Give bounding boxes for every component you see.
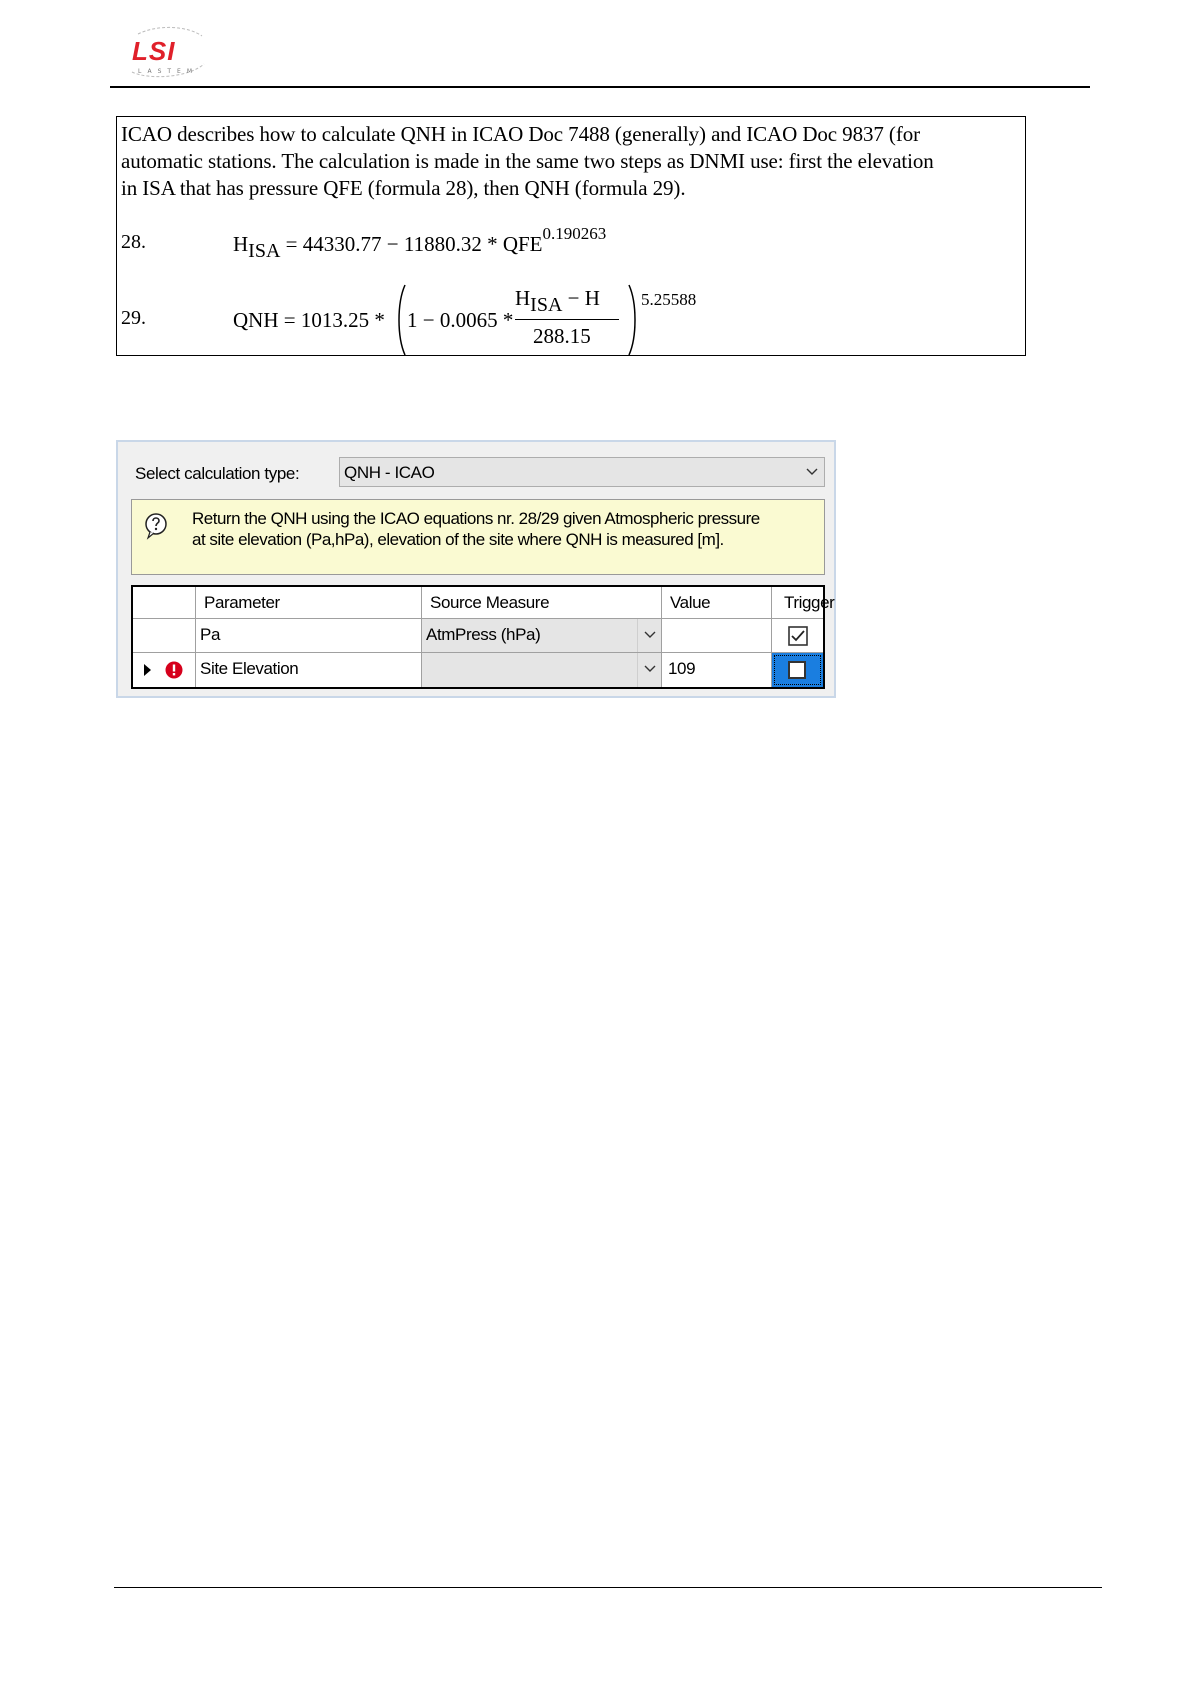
paragraph-line: automatic stations. The calculation is made in the same two steps as DNMI use: first the elevation bbox=[121, 149, 934, 173]
paragraph-line: in ISA that has pressure QFE (formula 28), then QNH (formula 29). bbox=[121, 176, 686, 200]
formula-28-rhs: = 44330.77 − 11880.32 * QFE bbox=[285, 232, 543, 256]
parameter-name: Pa bbox=[200, 625, 220, 644]
parameter-name: Site Elevation bbox=[200, 659, 299, 678]
error-icon bbox=[165, 661, 183, 679]
column-header-trigger[interactable] bbox=[772, 587, 835, 619]
dropdown-button[interactable] bbox=[637, 619, 661, 652]
parameter-cell[interactable] bbox=[196, 653, 422, 687]
column-header-label: Value bbox=[670, 593, 711, 612]
row-header-corner bbox=[133, 587, 196, 619]
column-header-label: Trigger bbox=[784, 593, 835, 612]
column-header-source[interactable] bbox=[422, 587, 662, 619]
formula-29-exponent: 5.25588 bbox=[641, 290, 697, 309]
column-header-value[interactable] bbox=[662, 587, 772, 619]
source-measure-value: AtmPress (hPa) bbox=[426, 625, 541, 644]
formula-28-exponent: 0.190263 bbox=[542, 224, 607, 243]
formula-28 bbox=[233, 224, 607, 262]
calculation-dialog bbox=[116, 440, 836, 698]
trigger-cell-selected[interactable] bbox=[772, 653, 823, 687]
value-text: 109 bbox=[668, 659, 696, 678]
column-header-parameter[interactable] bbox=[196, 587, 422, 619]
icao-paragraph bbox=[121, 121, 1023, 202]
dropdown-button[interactable] bbox=[637, 653, 661, 687]
select-calculation-label: Select calculation type: bbox=[135, 464, 300, 483]
parameter-cell[interactable] bbox=[196, 619, 422, 653]
numerator-h: H bbox=[515, 286, 531, 310]
fraction-numerator bbox=[515, 285, 600, 316]
right-paren-icon bbox=[627, 283, 639, 357]
numerator-rest: − H bbox=[562, 286, 600, 310]
source-measure-combo[interactable] bbox=[422, 653, 662, 687]
lsi-logo bbox=[128, 24, 208, 80]
current-row-arrow-icon bbox=[143, 663, 153, 677]
chevron-down-icon bbox=[638, 653, 662, 685]
row-header[interactable] bbox=[133, 619, 196, 653]
formula-29-number: 29. bbox=[121, 307, 146, 329]
logo-text: LSI bbox=[132, 36, 176, 66]
trigger-checkbox-unchecked[interactable] bbox=[788, 661, 806, 679]
fraction-denominator: 288.15 bbox=[533, 324, 591, 348]
logo-subtext: LASTEM bbox=[138, 68, 199, 75]
numerator-isa: ISA bbox=[530, 294, 563, 316]
paragraph-line: ICAO describes how to calculate QNH in ICAO Doc 7488 (generally) and ICAO Doc 9837 (for bbox=[121, 122, 921, 146]
help-question-icon bbox=[144, 512, 170, 540]
fraction-line bbox=[515, 319, 619, 320]
chevron-down-icon bbox=[638, 619, 662, 651]
formula-28-isa: ISA bbox=[248, 240, 281, 262]
value-cell[interactable] bbox=[662, 619, 772, 653]
row-header-current[interactable] bbox=[133, 653, 196, 687]
left-paren-icon bbox=[395, 283, 407, 357]
formula-29-inner: 1 − 0.0065 * bbox=[407, 308, 514, 332]
help-text bbox=[192, 508, 760, 550]
help-panel bbox=[131, 499, 825, 575]
column-header-label: Parameter bbox=[204, 593, 280, 612]
trigger-cell[interactable] bbox=[772, 619, 823, 653]
formula-29-lhs: QNH = 1013.25 * bbox=[233, 308, 385, 332]
formula-28-number: 28. bbox=[121, 231, 146, 253]
calculation-type-combo[interactable] bbox=[339, 457, 825, 487]
formula-29-fraction bbox=[515, 285, 625, 349]
formula-28-h: H bbox=[233, 232, 249, 256]
help-line: at site elevation (Pa,hPa), elevation of the site where QNH is measured [m]. bbox=[192, 530, 724, 549]
parameter-grid bbox=[131, 585, 835, 689]
footer-rule bbox=[114, 1587, 1102, 1588]
column-header-label: Source Measure bbox=[430, 593, 550, 612]
header-rule bbox=[110, 86, 1090, 88]
chevron-down-icon[interactable] bbox=[806, 466, 818, 478]
calculation-type-value: QNH - ICAO bbox=[344, 463, 435, 482]
icao-excerpt-box bbox=[116, 116, 1026, 356]
trigger-checkbox-checked[interactable] bbox=[788, 626, 808, 646]
value-cell[interactable] bbox=[662, 653, 772, 687]
help-line: Return the QNH using the ICAO equations nr. 28/29 given Atmospheric pressure bbox=[192, 509, 760, 528]
source-measure-combo[interactable] bbox=[422, 619, 662, 653]
